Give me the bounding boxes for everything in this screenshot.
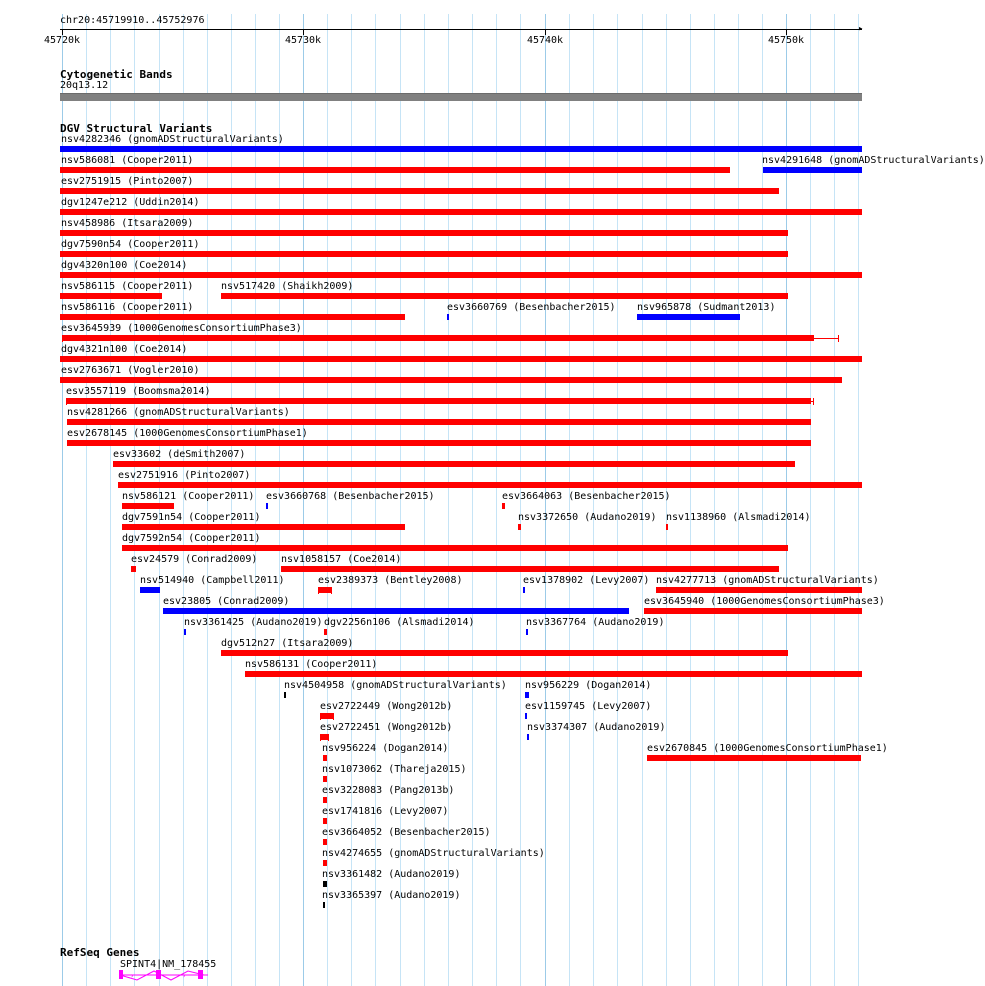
sv-label: dgv512n27 (Itsara2009) <box>221 638 354 649</box>
sv-label: nsv1138960 (Alsmadi2014) <box>666 512 811 523</box>
gridline <box>472 14 473 986</box>
sv-bar[interactable] <box>647 755 861 761</box>
sv-bar[interactable] <box>323 776 327 782</box>
sv-label: nsv4504958 (gnomADStructuralVariants) <box>284 680 507 691</box>
sv-bar[interactable] <box>320 734 328 740</box>
gene-exon <box>119 970 123 979</box>
ruler-tick-label: 45730k <box>284 35 322 46</box>
sv-bar[interactable] <box>113 461 795 467</box>
sv-label: esv2722451 (Wong2012b) <box>320 722 453 733</box>
sv-label: nsv956229 (Dogan2014) <box>525 680 652 691</box>
sv-range-cap <box>838 335 839 342</box>
gridline <box>690 14 691 986</box>
sv-bar[interactable] <box>245 671 862 677</box>
sv-bar[interactable] <box>284 692 286 698</box>
sv-bar[interactable] <box>122 545 788 551</box>
sv-label: esv2670845 (1000GenomesConsortiumPhase1) <box>647 743 888 754</box>
sv-label: nsv586131 (Cooper2011) <box>245 659 378 670</box>
sv-label: esv3645939 (1000GenomesConsortiumPhase3) <box>61 323 302 334</box>
sv-bar[interactable] <box>637 314 740 320</box>
sv-label: esv1741816 (Levy2007) <box>322 806 449 817</box>
ruler-tick-label: 45740k <box>526 35 564 46</box>
sv-label: esv3664052 (Besenbacher2015) <box>322 827 491 838</box>
gene-exon <box>156 970 161 979</box>
sv-bar[interactable] <box>60 209 862 215</box>
sv-bar[interactable] <box>184 629 186 635</box>
sv-bar[interactable] <box>523 587 525 593</box>
sv-bar[interactable] <box>60 293 162 299</box>
sv-label: esv3645940 (1000GenomesConsortiumPhase3) <box>644 596 885 607</box>
strand-arrow-icon: › <box>130 972 135 980</box>
ruler-arrow-icon: ▸ <box>858 24 864 34</box>
sv-label: esv2763671 (Vogler2010) <box>61 365 200 376</box>
sv-bar[interactable] <box>60 314 405 320</box>
sv-label: nsv956224 (Dogan2014) <box>322 743 449 754</box>
sv-bar[interactable] <box>60 272 862 278</box>
sv-label: esv3557119 (Boomsma2014) <box>66 386 211 397</box>
sv-bar[interactable] <box>131 566 136 572</box>
sv-label: esv24579 (Conrad2009) <box>131 554 258 565</box>
gridline <box>714 14 715 986</box>
sv-label: esv3228083 (Pang2013b) <box>322 785 455 796</box>
sv-bar[interactable] <box>763 167 862 173</box>
sv-bar[interactable] <box>163 608 629 614</box>
sv-range-cap <box>328 734 329 741</box>
sv-label: esv33602 (deSmith2007) <box>113 449 246 460</box>
gridline <box>448 14 449 986</box>
cytoband-track-title: Cytogenetic Bands <box>60 68 173 81</box>
sv-label: nsv4281266 (gnomADStructuralVariants) <box>67 407 290 418</box>
gridline <box>255 14 256 986</box>
sv-label: dgv4321n100 (Coe2014) <box>61 344 188 355</box>
sv-label: esv3660768 (Besenbacher2015) <box>266 491 435 502</box>
sv-label: nsv3374307 (Audano2019) <box>527 722 666 733</box>
refseq-track-title: RefSeq Genes <box>60 946 140 959</box>
sv-label: nsv3361425 (Audano2019) <box>184 617 323 628</box>
gene-model-glyph[interactable] <box>116 968 212 982</box>
sv-bar[interactable] <box>318 587 331 593</box>
sv-bar[interactable] <box>323 839 327 845</box>
sv-label: dgv2256n106 (Alsmadi2014) <box>324 617 475 628</box>
sv-label: nsv586116 (Cooper2011) <box>61 302 194 313</box>
sv-bar[interactable] <box>527 734 529 740</box>
gene-exon <box>198 970 203 979</box>
sv-label: nsv3372650 (Audano2019) <box>518 512 657 523</box>
sv-label: nsv514940 (Campbell2011) <box>140 575 285 586</box>
sv-bar[interactable] <box>122 524 405 530</box>
sv-bar[interactable] <box>644 608 862 614</box>
sv-label: nsv458986 (Itsara2009) <box>61 218 194 229</box>
sv-bar[interactable] <box>118 482 862 488</box>
sv-label: dgv7591n54 (Cooper2011) <box>122 512 261 523</box>
sv-bar[interactable] <box>140 587 160 593</box>
sv-label: dgv1247e212 (Uddin2014) <box>61 197 200 208</box>
sv-label: esv3660769 (Besenbacher2015) <box>447 302 616 313</box>
sv-bar[interactable] <box>60 230 788 236</box>
sv-bar[interactable] <box>525 713 527 719</box>
sv-label: dgv4320n100 (Coe2014) <box>61 260 188 271</box>
sv-bar[interactable] <box>60 356 862 362</box>
sv-bar[interactable] <box>221 650 788 656</box>
sv-label: esv23805 (Conrad2009) <box>163 596 290 607</box>
sv-bar[interactable] <box>67 419 811 425</box>
sv-label: esv3664063 (Besenbacher2015) <box>502 491 671 502</box>
sv-bar[interactable] <box>60 377 842 383</box>
sv-label: esv1159745 (Levy2007) <box>525 701 652 712</box>
sv-label: esv2389373 (Bentley2008) <box>318 575 463 586</box>
sv-label: nsv4282346 (gnomADStructuralVariants) <box>61 134 284 145</box>
sv-bar[interactable] <box>656 587 862 593</box>
sv-bar[interactable] <box>525 692 529 698</box>
sv-label: nsv517420 (Shaikh2009) <box>221 281 354 292</box>
sv-bar[interactable] <box>526 629 528 635</box>
sv-label: esv2751915 (Pinto2007) <box>61 176 194 187</box>
sv-label: nsv4277713 (gnomADStructuralVariants) <box>656 575 879 586</box>
sv-bar[interactable] <box>323 902 325 908</box>
sv-label: nsv965878 (Sudmant2013) <box>637 302 776 313</box>
ruler-tick-label: 45720k <box>43 35 81 46</box>
sv-label: nsv3361482 (Audano2019) <box>322 869 461 880</box>
sv-bar[interactable] <box>60 251 788 257</box>
sv-bar[interactable] <box>221 293 788 299</box>
sv-label: esv2678145 (1000GenomesConsortiumPhase1) <box>67 428 308 439</box>
sv-range-cap <box>331 587 332 594</box>
sv-bar[interactable] <box>66 398 811 404</box>
gridline <box>496 14 497 986</box>
sv-bar[interactable] <box>67 440 811 446</box>
sv-bar[interactable] <box>266 503 268 509</box>
dgv-track-title: DGV Structural Variants <box>60 122 213 135</box>
gridline <box>738 14 739 986</box>
sv-bar[interactable] <box>323 755 327 761</box>
sv-label: esv2722449 (Wong2012b) <box>320 701 453 712</box>
ruler-tick-label: 45750k <box>767 35 805 46</box>
sv-label: nsv3365397 (Audano2019) <box>322 890 461 901</box>
sv-label: nsv3367764 (Audano2019) <box>526 617 665 628</box>
sv-label: nsv4274655 (gnomADStructuralVariants) <box>322 848 545 859</box>
sv-bar[interactable] <box>323 860 327 866</box>
sv-label: nsv586115 (Cooper2011) <box>61 281 194 292</box>
sv-label: nsv586121 (Cooper2011) <box>122 491 255 502</box>
sv-bar[interactable] <box>666 524 668 530</box>
sv-range-cap <box>813 398 814 405</box>
ruler-axis <box>60 29 862 30</box>
gene-label: SPINT4|NM_178455 <box>120 959 217 970</box>
sv-bar[interactable] <box>122 503 174 509</box>
sv-label: nsv586081 (Cooper2011) <box>61 155 194 166</box>
sv-range-cap <box>333 713 334 720</box>
sv-bar[interactable] <box>323 797 327 803</box>
sv-bar[interactable] <box>323 881 327 887</box>
sv-bar[interactable] <box>60 146 862 152</box>
strand-arrow-icon: › <box>182 972 187 980</box>
sv-label: dgv7590n54 (Cooper2011) <box>61 239 200 250</box>
cytoband-label: 20q13.12 <box>60 80 109 91</box>
sv-bar[interactable] <box>502 503 505 509</box>
sv-bar[interactable] <box>518 524 521 530</box>
cytoband-bar[interactable] <box>60 93 862 101</box>
sv-label: dgv7592n54 (Cooper2011) <box>122 533 261 544</box>
sv-label: nsv1073062 (Thareja2015) <box>322 764 467 775</box>
sv-bar[interactable] <box>281 566 779 572</box>
sv-label: esv2751916 (Pinto2007) <box>118 470 251 481</box>
sv-bar[interactable] <box>60 188 779 194</box>
sv-bar[interactable] <box>324 629 327 635</box>
sv-label: esv1378902 (Levy2007) <box>523 575 650 586</box>
sv-bar[interactable] <box>320 713 333 719</box>
sv-bar[interactable] <box>60 167 730 173</box>
sv-bar[interactable] <box>323 818 327 824</box>
coordinates-label: chr20:45719910..45752976 <box>60 15 205 26</box>
sv-label: nsv4291648 (gnomADStructuralVariants) <box>762 155 985 166</box>
sv-bar[interactable] <box>62 335 814 341</box>
sv-bar[interactable] <box>447 314 449 320</box>
sv-label: nsv1058157 (Coe2014) <box>281 554 402 565</box>
